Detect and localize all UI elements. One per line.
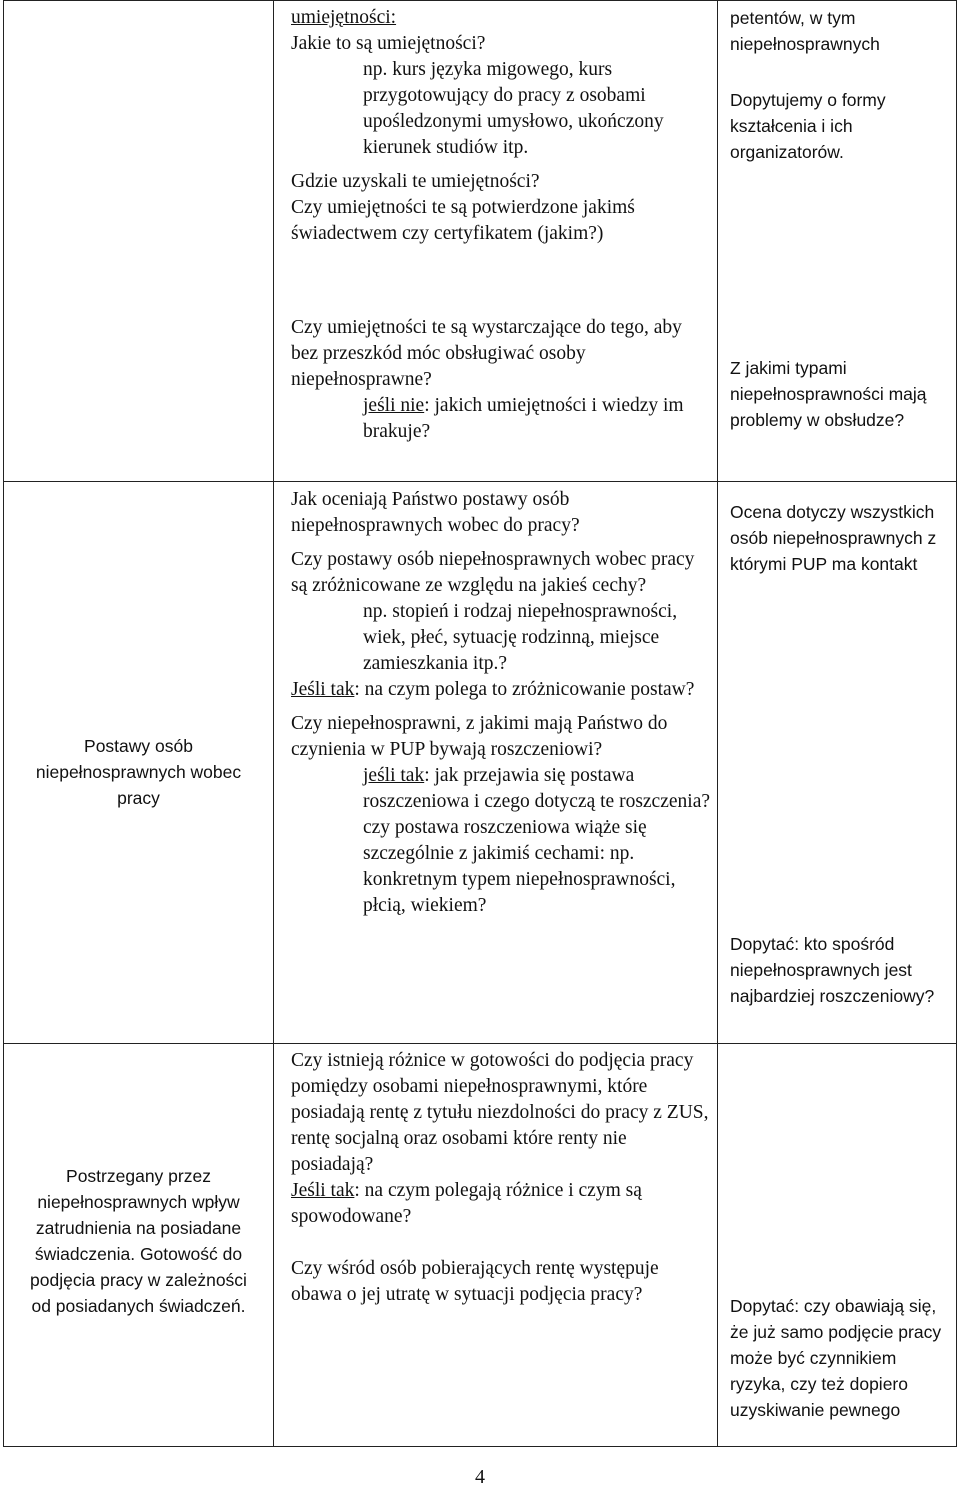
- text-line: Czy istnieją różnice w gotowości do podjęcia pracy pomiędzy osobami niepełnosprawnymi, które posiadają rentę z tytułu niezdolności do pracy z ZUS, rentę socjalną oraz osobami które renty nie posiadają?: [291, 1050, 709, 1175]
- text-line: np. kurs języka migowego, kurs przygotowujący do pracy z osobami upośledzonymi umysłowo, ukończony kierunek studiów itp.: [363, 59, 664, 158]
- text-line: umiejętności:: [291, 7, 397, 28]
- text-line: Dopytać: czy obawiają się, że już samo podjęcie pracy może być czynnikiem ryzyka, czy też dopiero uzyskiwanie pewnego: [730, 1296, 942, 1420]
- text-line: Jakie to są umiejętności?: [291, 33, 486, 54]
- topic-cell: [4, 1163, 273, 1319]
- text-line: np. stopień i rodzaj niepełnosprawności, wiek, płeć, sytuację rodzinną, miejsce zamieszkania itp.?: [363, 601, 678, 674]
- text-line: Jak oceniają Państwo postawy osób niepełnosprawnych wobec do pracy?: [291, 489, 580, 536]
- notes-cell: [730, 931, 952, 1009]
- text-line: Z jakimi typami niepełnosprawności mają problemy w obsłudze?: [730, 358, 927, 430]
- attitudes-questions-cell: [291, 487, 711, 919]
- text-line: Czy niepełnosprawni, z jakimi mają Państwo do czynienia w PUP bywają roszczeniowi?: [291, 713, 668, 760]
- skills-sufficiency-cell: [291, 315, 711, 445]
- row-divider: [4, 1043, 956, 1044]
- topic-title: Postawy osób niepełnosprawnych wobec pracy: [35, 736, 242, 808]
- text-line: [291, 763, 711, 815]
- topic-cell: [4, 733, 273, 811]
- text-line: Ocena dotyczy wszystkich osób niepełnosprawnych z którymi PUP ma kontakt: [730, 502, 937, 574]
- underlined-text: jeśli nie: [363, 395, 425, 416]
- text-line: : na czym polega to zróżnicowanie postaw?: [354, 679, 695, 700]
- text-line: petentów, w tym niepełnosprawnych: [730, 8, 880, 54]
- text-line: [291, 393, 711, 445]
- text-line: : jak przejawia się postawa roszczeniowa i czego dotyczą te roszczenia?: [363, 765, 711, 812]
- skills-questions-cell: [291, 5, 711, 247]
- column-divider: [273, 1, 274, 1446]
- underlined-text: Jeśli tak: [291, 1180, 355, 1201]
- text-line: Czy postawy osób niepełnosprawnych wobec pracy są zróżnicowane ze względu na jakieś cechy?: [291, 549, 695, 596]
- column-divider: [717, 1, 718, 1446]
- text-line: Czy wśród osób pobierających rentę występuje obawa o jej utratę w sytuacji podjęcia pracy?: [291, 1258, 659, 1305]
- text-line: czy postawa roszczeniowa wiąże się szczególnie z jakimiś cechami: np. konkretnym typem niepełnosprawności, płcią, wiekiem?: [363, 817, 676, 916]
- text-line: [291, 1178, 711, 1230]
- text-line: Gdzie uzyskali te umiejętności?: [291, 171, 540, 192]
- row-divider: [4, 481, 956, 482]
- text-line: [291, 677, 711, 703]
- notes-cell: [730, 5, 952, 165]
- underlined-text: Jeśli tak: [291, 679, 355, 700]
- notes-cell: [730, 499, 952, 577]
- text-line: Czy umiejętności te są potwierdzone jakimś świadectwem czy certyfikatem (jakim?): [291, 197, 635, 244]
- interview-table: [3, 0, 957, 1447]
- notes-cell: [730, 355, 952, 433]
- text-line: Dopytujemy o formy kształcenia i ich organizatorów.: [730, 90, 886, 162]
- text-line: : jakich umiejętności i wiedzy im brakuje?: [363, 395, 684, 442]
- notes-cell: [730, 1293, 952, 1423]
- topic-title: Postrzegany przez niepełnosprawnych wpływ zatrudnienia na posiadane świadczenia. Gotowość do podjęcia pracy w zależności od posiadanych świadczeń.: [30, 1166, 247, 1316]
- benefits-questions-cell: [291, 1048, 711, 1308]
- text-line: Dopytać: kto spośród niepełnosprawnych jest najbardziej roszczeniowy?: [730, 934, 935, 1006]
- text-line: Czy umiejętności te są wystarczające do tego, aby bez przeszkód móc obsługiwać osoby niepełnosprawne?: [291, 317, 682, 390]
- underlined-text: jeśli tak: [363, 765, 425, 786]
- text-line: : na czym polegają różnice i czym są spowodowane?: [291, 1180, 642, 1227]
- page-number: 4: [475, 1466, 485, 1488]
